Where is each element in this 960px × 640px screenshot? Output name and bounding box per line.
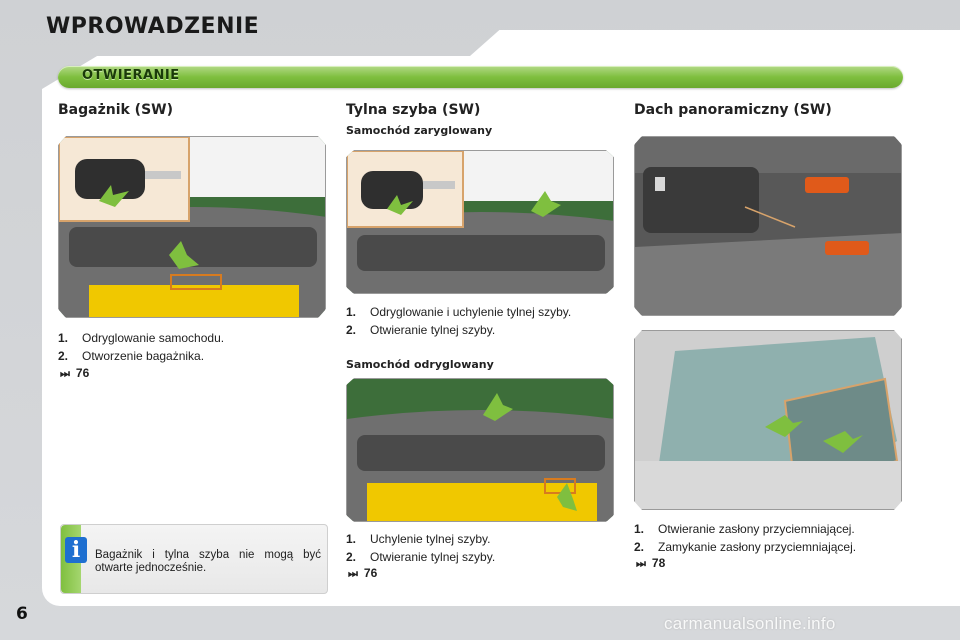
page-number: 6	[16, 604, 28, 624]
trunk-steps	[58, 331, 328, 367]
roof-page-ref[interactable]: ⏭ 78	[636, 556, 666, 570]
roof-steps	[634, 522, 924, 558]
locked-subtitle: Samochód zaryglowany	[346, 124, 493, 137]
rear-window-unlocked-photo	[346, 378, 614, 522]
watermark: carmanualsonline.info	[664, 614, 836, 633]
fast-forward-icon: ⏭	[348, 568, 358, 580]
trunk-photo	[58, 136, 326, 318]
roof-sunshade-illustration	[635, 331, 902, 510]
roof-control-illustration	[635, 137, 902, 316]
trunk-illustration	[59, 137, 326, 318]
rear-window-unlocked-illustration	[347, 379, 614, 522]
locked-steps	[346, 305, 602, 341]
info-text: Bagażnik i tylna szyba nie mogą być otwarte jednocześnie.	[95, 549, 321, 574]
trunk-title: Bagażnik (SW)	[58, 102, 174, 118]
roof-sunshade-photo	[634, 330, 902, 510]
list-item: 1. Odryglowanie samochodu.	[58, 331, 225, 345]
list-item: 2. Otworzenie bagażnika.	[58, 349, 205, 363]
fast-forward-icon: ⏭	[60, 368, 70, 380]
panel-tab	[470, 30, 960, 56]
list-item: 1. Otwieranie zasłony przyciemniającej.	[634, 522, 855, 536]
unlocked-subtitle: Samochód odryglowany	[346, 358, 494, 371]
page-title: WPROWADZENIE	[46, 14, 260, 39]
rear-window-title: Tylna szyba (SW)	[346, 102, 481, 118]
roof-control-photo	[634, 136, 902, 316]
rear-window-locked-illustration	[347, 151, 614, 294]
list-item: 1. Odryglowanie i uchylenie tylnej szyby.	[346, 305, 572, 319]
section-bar	[58, 66, 903, 88]
info-icon: i	[65, 537, 87, 563]
panoramic-roof-title: Dach panoramiczny (SW)	[634, 102, 832, 118]
rear-window-page-ref[interactable]: ⏭ 76	[348, 566, 378, 580]
list-item: 2. Otwieranie tylnej szyby.	[346, 550, 496, 564]
rear-window-locked-photo	[346, 150, 614, 294]
section-title: OTWIERANIE	[82, 68, 180, 83]
list-item: 1. Uchylenie tylnej szyby.	[346, 532, 491, 546]
list-item: 2. Zamykanie zasłony przyciemniającej.	[634, 540, 857, 554]
list-item: 2. Otwieranie tylnej szyby.	[346, 323, 496, 337]
info-box	[60, 524, 328, 594]
unlocked-steps	[346, 532, 602, 568]
fast-forward-icon: ⏭	[636, 558, 646, 570]
trunk-page-ref[interactable]: ⏭ 76	[60, 366, 90, 380]
